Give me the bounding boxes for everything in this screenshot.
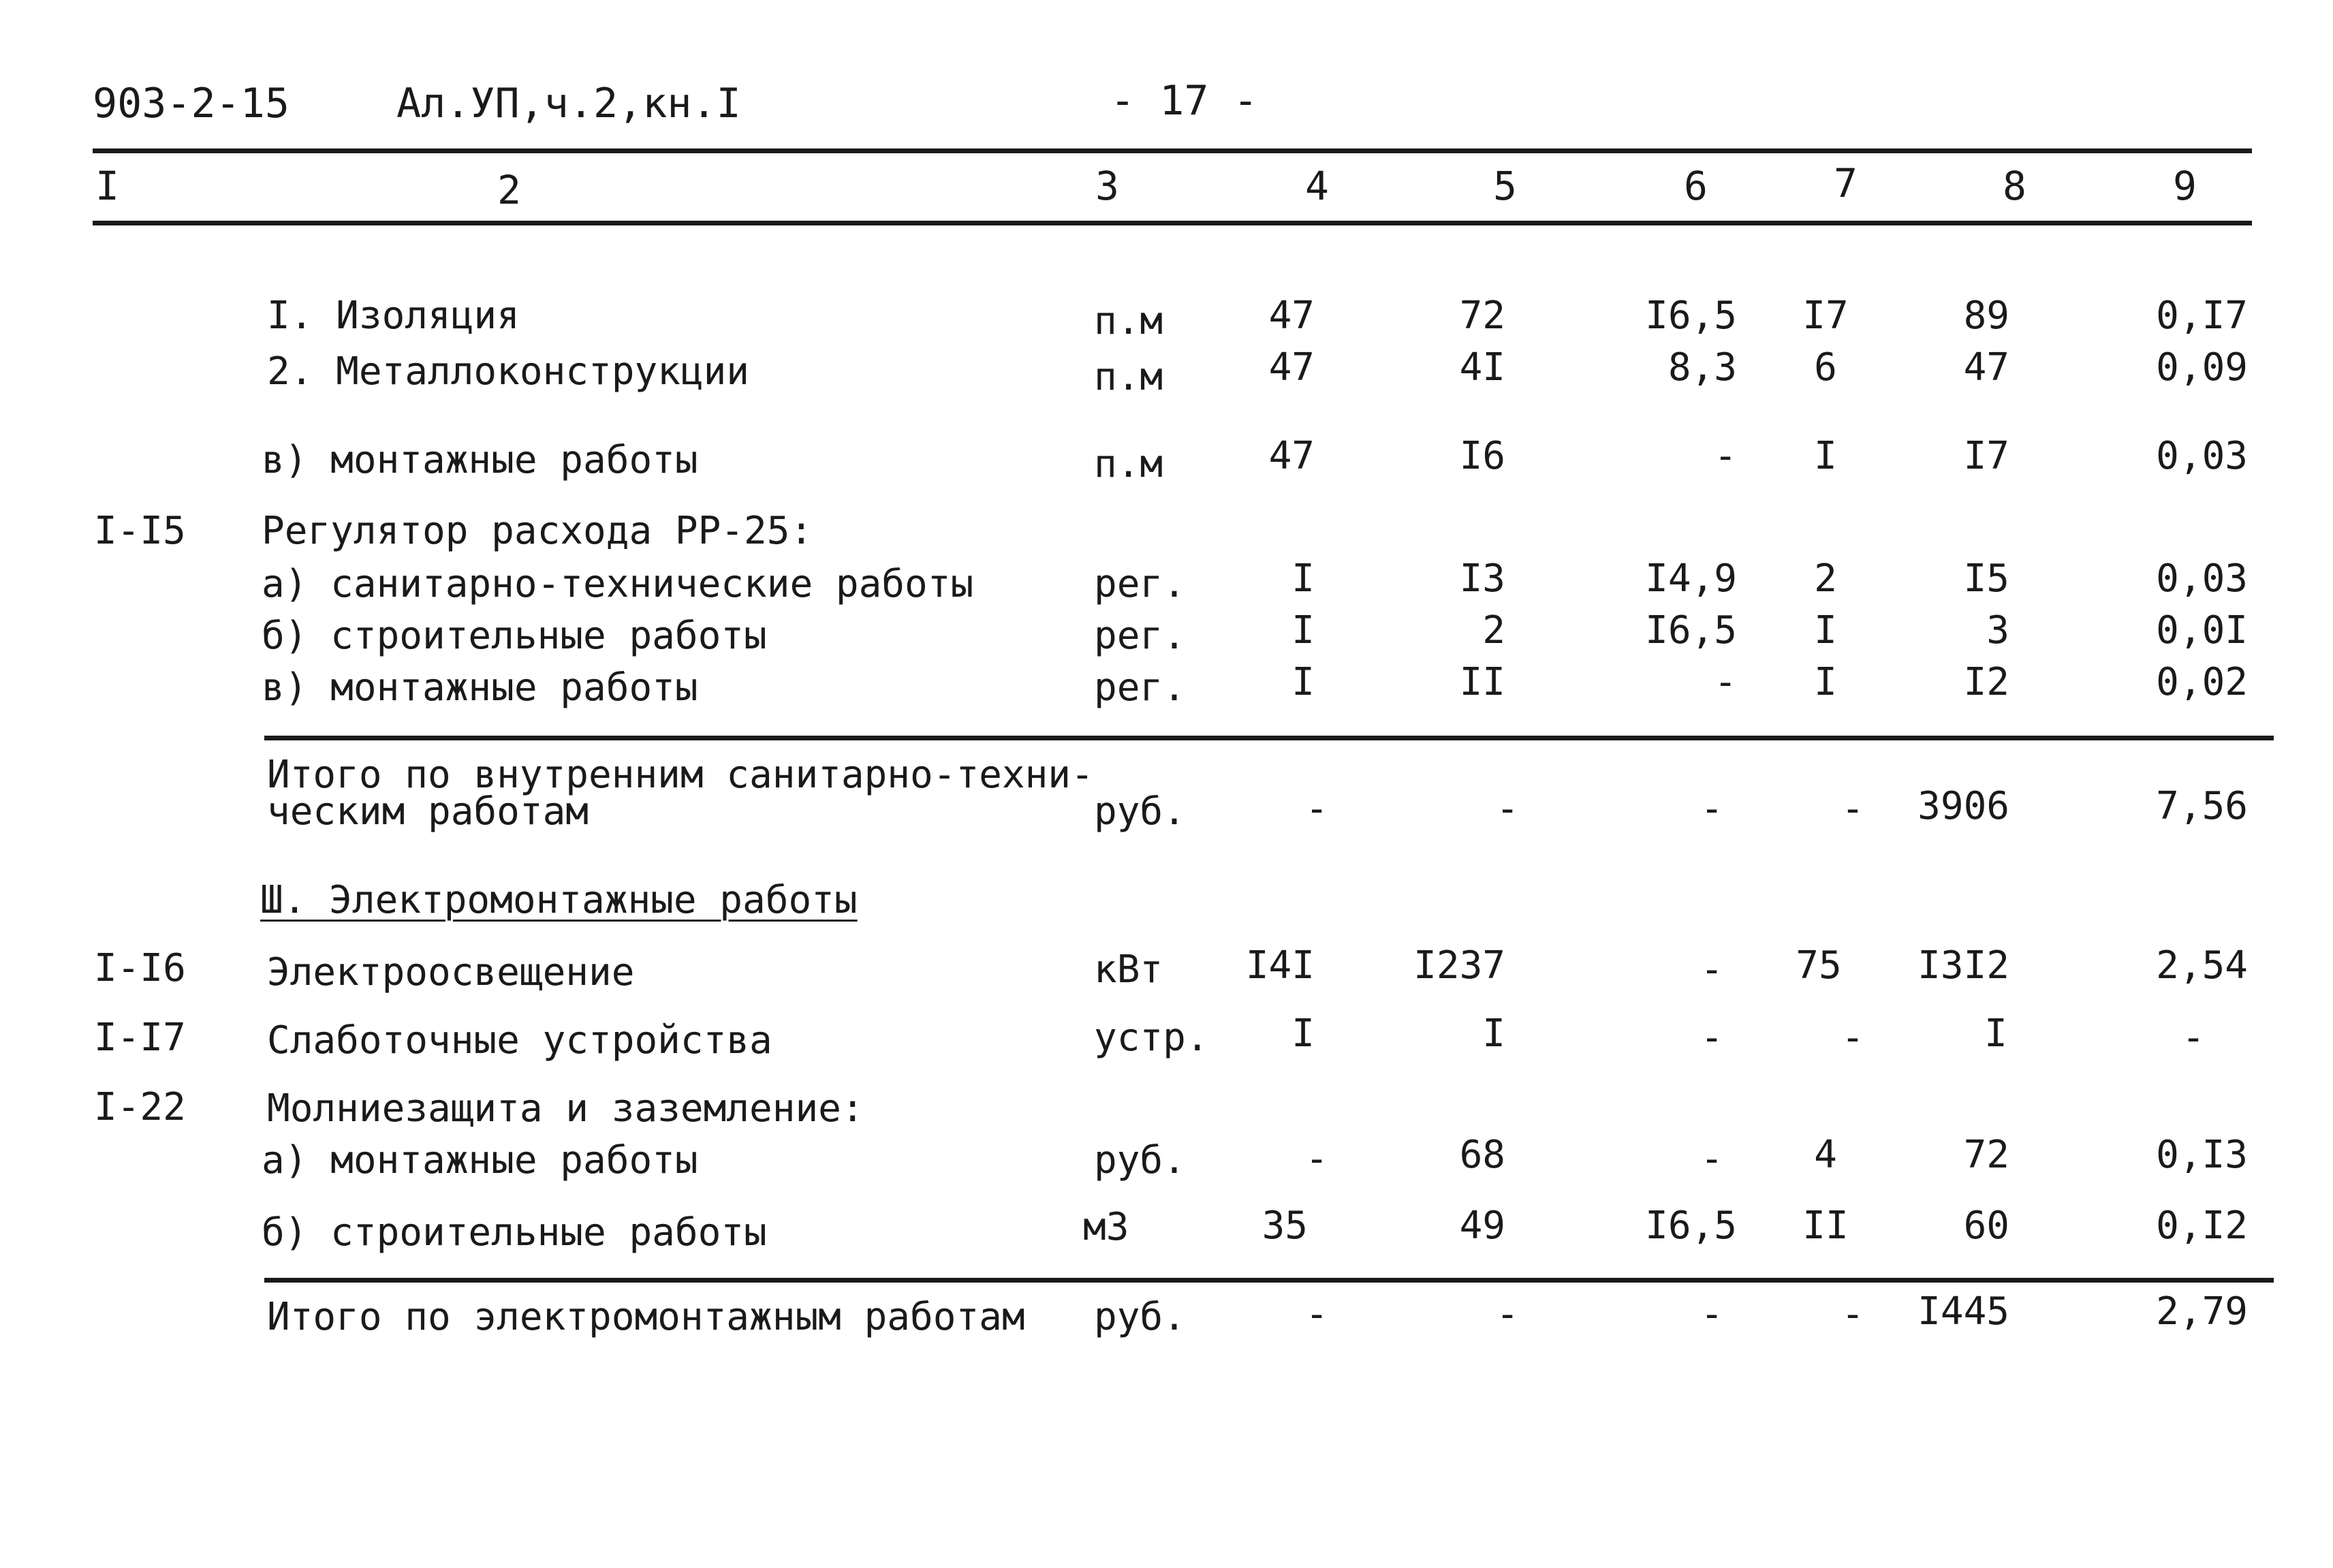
row-col5: I6 — [1459, 434, 1505, 478]
row-unit: кВт — [1094, 947, 1163, 992]
row-col7: 75 — [1796, 943, 1842, 988]
row-col8: 60 — [1963, 1204, 2009, 1248]
row-name: Регулятор расхода РР-25: — [262, 509, 813, 553]
row-unit: рег. — [1094, 665, 1186, 710]
row-col7: I — [1814, 434, 1837, 478]
row-col7: - — [1841, 1292, 1864, 1336]
column-number-4: 4 — [1305, 163, 1329, 209]
row-col6: - — [1700, 1016, 1723, 1060]
row-name: в) монтажные работы — [262, 438, 698, 482]
row-col9: - — [2182, 1016, 2205, 1060]
row-name: б) строительные работы — [262, 614, 767, 658]
column-number-5: 5 — [1493, 163, 1517, 209]
row-name: I. Изоляция — [267, 294, 520, 338]
row-unit: рег. — [1094, 562, 1186, 606]
row-col4: 35 — [1262, 1204, 1308, 1248]
album-reference: Ал.УП,ч.2,кн.I — [396, 80, 741, 127]
row-col8: 47 — [1963, 345, 2009, 390]
row-name: в) монтажные работы — [262, 665, 698, 710]
row-col9: 0,0I — [2156, 608, 2248, 653]
row-col5: 68 — [1459, 1133, 1505, 1177]
column-number-1: I — [95, 163, 119, 209]
row-name: 2. Металлоконструкции — [267, 349, 750, 394]
row-col7: 6 — [1814, 345, 1837, 390]
row-col7: - — [1841, 787, 1864, 831]
row-col4: - — [1305, 1292, 1328, 1336]
row-unit: устр. — [1094, 1016, 1209, 1060]
row-col5: - — [1496, 787, 1519, 831]
row-name-continued: ческим работам — [267, 789, 589, 834]
row-col6: - — [1714, 660, 1737, 704]
row-col8: 3906 — [1917, 784, 2009, 828]
row-col6: 8,3 — [1667, 345, 1737, 390]
row-col9: 2,54 — [2156, 943, 2248, 988]
row-name: а) санитарно-технические работы — [262, 562, 974, 606]
row-col5: 4I — [1459, 345, 1505, 390]
row-col4: I — [1291, 556, 1315, 601]
section-title: Ш. Электромонтажные работы — [260, 878, 858, 922]
row-unit: руб. — [1094, 1138, 1186, 1182]
row-name: Электроосвещение — [267, 950, 635, 994]
row-col9: 0,09 — [2156, 345, 2248, 390]
row-unit: п.м — [1094, 299, 1163, 343]
row-col9: 0,02 — [2156, 660, 2248, 704]
row-col6: I6,5 — [1645, 608, 1737, 653]
row-col6: I6,5 — [1645, 1204, 1737, 1248]
row-col7: I — [1814, 660, 1837, 704]
row-col4: - — [1305, 787, 1328, 831]
row-col4: I — [1291, 1012, 1315, 1056]
row-unit: руб. — [1094, 1295, 1186, 1339]
column-number-3: 3 — [1095, 163, 1119, 209]
row-col6: - — [1700, 947, 1723, 992]
doc-code: 903-2-15 — [93, 80, 289, 127]
row-col6: - — [1700, 787, 1723, 831]
column-number-2: 2 — [497, 167, 521, 213]
row-col5: 49 — [1459, 1204, 1505, 1248]
column-number-6: 6 — [1684, 163, 1708, 209]
row-col9: 7,56 — [2156, 784, 2248, 828]
row-col5: II — [1459, 660, 1505, 704]
row-col7: 2 — [1814, 556, 1837, 601]
row-col9: 0,03 — [2156, 556, 2248, 601]
row-col8: I7 — [1963, 434, 2009, 478]
page-number: - 17 - — [1110, 77, 1258, 125]
row-col8: I — [1984, 1012, 2007, 1056]
row-col9: 0,I2 — [2156, 1204, 2248, 1248]
row-col8: 89 — [1963, 294, 2009, 338]
row-col6: - — [1700, 1137, 1723, 1181]
row-unit: м3 — [1083, 1205, 1129, 1249]
row-unit: п.м — [1094, 355, 1163, 399]
row-col7: 4 — [1814, 1133, 1837, 1177]
row-col4: I — [1291, 660, 1315, 704]
row-col7: II — [1802, 1204, 1849, 1248]
column-number-9: 9 — [2173, 163, 2197, 209]
row-col4: I4I — [1245, 943, 1315, 988]
row-col6: I6,5 — [1645, 294, 1737, 338]
subtotal-rule — [264, 1278, 2274, 1283]
header-bottom-rule — [93, 221, 2252, 225]
row-col9: 0,I7 — [2156, 294, 2248, 338]
subtotal-rule — [264, 736, 2274, 740]
row-col7: I — [1814, 608, 1837, 653]
row-col9: 0,I3 — [2156, 1133, 2248, 1177]
row-col9: 2,79 — [2156, 1289, 2248, 1334]
row-col7: - — [1841, 1016, 1864, 1060]
row-name: а) монтажные работы — [262, 1138, 698, 1182]
row-col9: 0,03 — [2156, 434, 2248, 478]
row-unit: п.м — [1094, 442, 1163, 486]
row-col5: 72 — [1459, 294, 1505, 338]
row-name: б) строительные работы — [262, 1210, 767, 1255]
row-col4: - — [1305, 1137, 1328, 1181]
row-col5: - — [1496, 1292, 1519, 1336]
row-col8: I2 — [1963, 660, 2009, 704]
row-col4: I — [1291, 608, 1315, 653]
row-col6: I4,9 — [1645, 556, 1737, 601]
row-col8: I5 — [1963, 556, 2009, 601]
row-code: I-22 — [94, 1085, 186, 1129]
row-col6: - — [1714, 434, 1737, 478]
row-unit: руб. — [1094, 789, 1186, 834]
row-code: I-I6 — [94, 946, 186, 990]
header-top-rule — [93, 148, 2252, 153]
row-name: Слаботочные устройства — [267, 1018, 772, 1063]
row-col8: 3 — [1986, 608, 2009, 653]
column-number-7: 7 — [1834, 160, 1858, 206]
row-col4: 47 — [1268, 345, 1315, 390]
row-col8: I445 — [1917, 1289, 2009, 1334]
column-number-8: 8 — [2003, 163, 2026, 209]
row-col8: 72 — [1963, 1133, 2009, 1177]
row-name: Итого по внутренним санитарно-техни- — [267, 753, 1094, 797]
row-col5: 2 — [1482, 608, 1505, 653]
row-col5: I — [1482, 1012, 1505, 1056]
row-col4: 47 — [1268, 294, 1315, 338]
row-col6: - — [1700, 1292, 1723, 1336]
row-name: Итого по электромонтажным работам — [267, 1295, 1025, 1339]
row-col4: 47 — [1268, 434, 1315, 478]
row-col5: I237 — [1413, 943, 1505, 988]
row-col5: I3 — [1459, 556, 1505, 601]
row-col7: I7 — [1802, 294, 1849, 338]
row-col8: I3I2 — [1917, 943, 2009, 988]
row-code: I-I7 — [94, 1016, 186, 1060]
row-code: I-I5 — [94, 509, 186, 553]
row-unit: рег. — [1094, 614, 1186, 658]
row-name: Молниезащита и заземление: — [267, 1086, 864, 1131]
